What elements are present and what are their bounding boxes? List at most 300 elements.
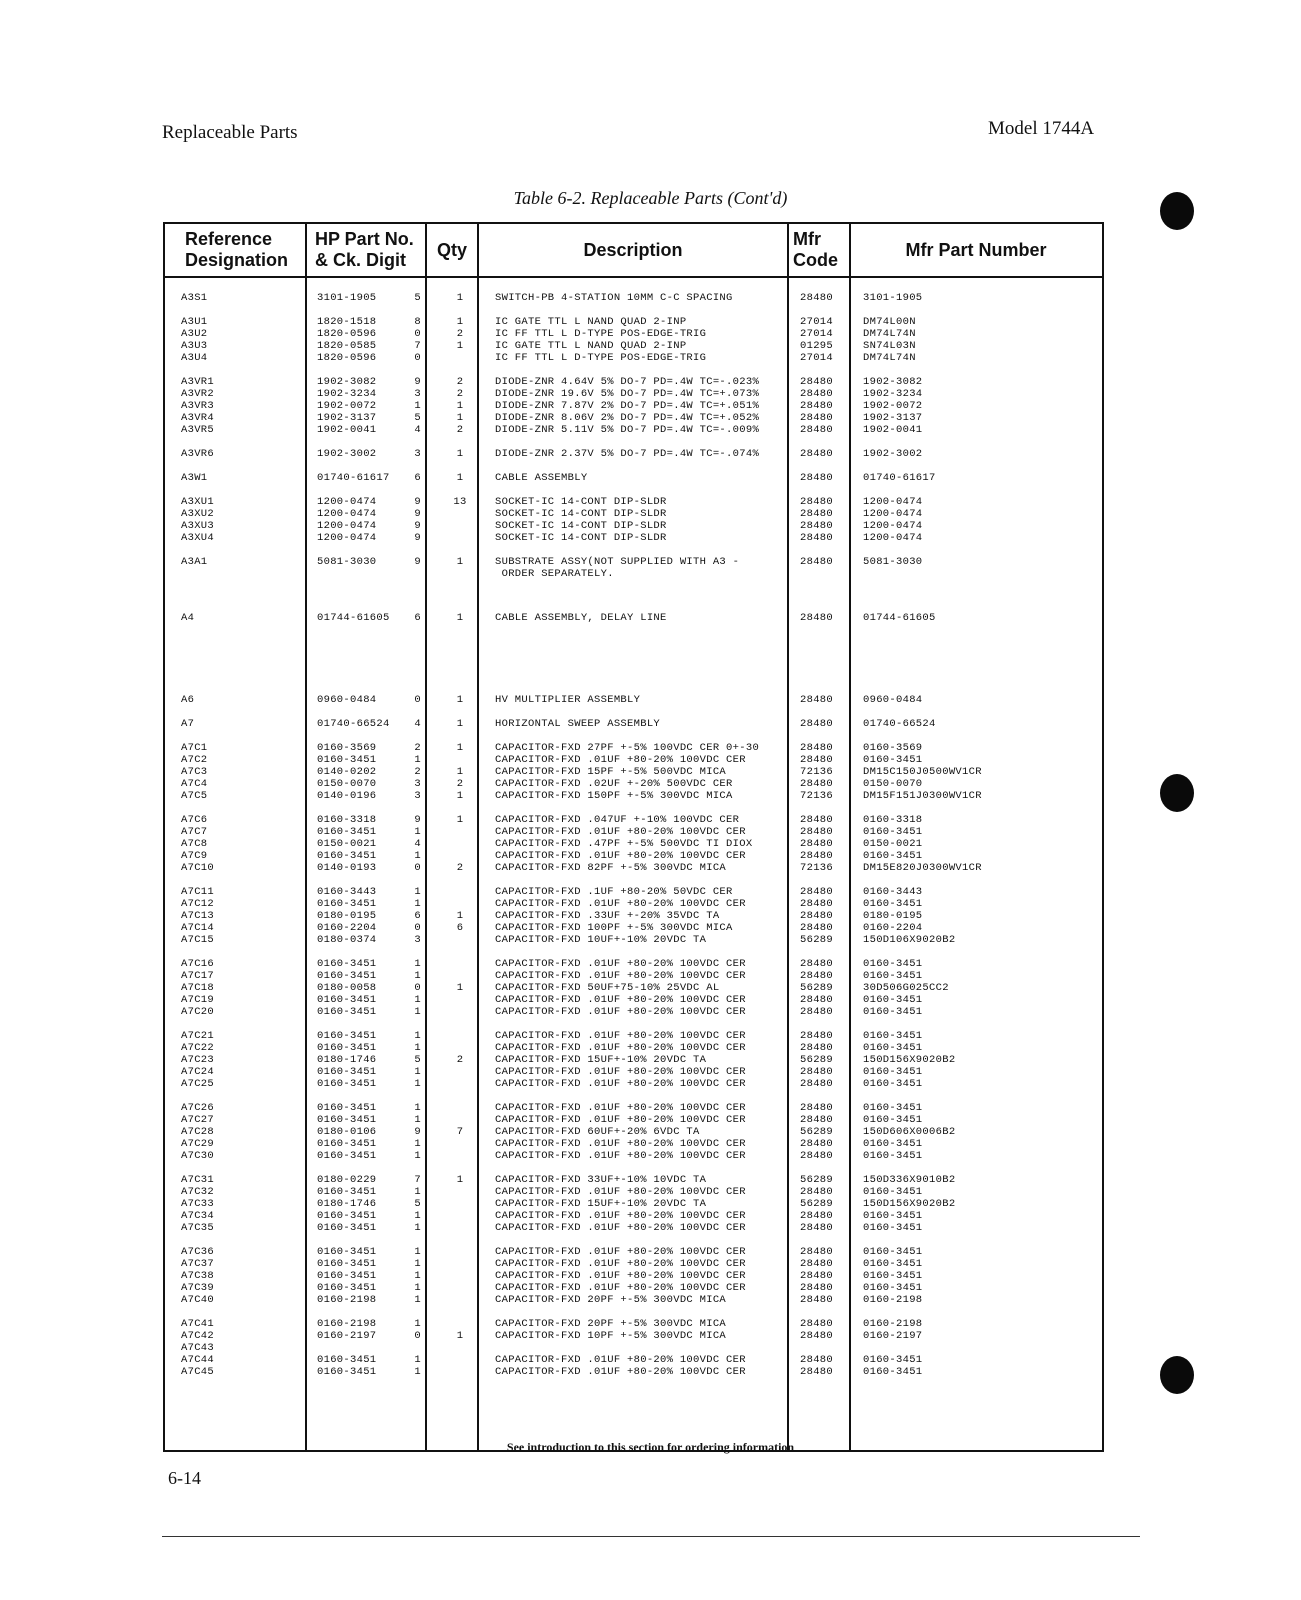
cell-qty: 1 <box>456 292 464 304</box>
cell-code: 72136 <box>800 766 834 778</box>
cell-ref: A6 <box>181 694 195 706</box>
cell-part: 0160-3451 <box>317 1078 377 1090</box>
cell-part: 0180-0229 <box>317 1174 377 1186</box>
model-title: Model 1744A <box>988 118 1095 139</box>
cell-code: 28480 <box>800 1102 834 1114</box>
cell-code: 28480 <box>800 388 834 400</box>
table-row <box>165 328 1102 340</box>
cell-part: 01744-61605 <box>317 612 390 624</box>
cell-mpn: 0160-3451 <box>863 1282 923 1294</box>
cell-qty: 2 <box>456 862 464 874</box>
cell-code: 28480 <box>800 556 834 568</box>
cell-code: 28480 <box>800 412 834 424</box>
cell-desc: CAPACITOR-FXD 100PF +-5% 300VDC MICA <box>495 922 733 934</box>
cell-part: 1902-3234 <box>317 388 377 400</box>
cell-ref: A7C30 <box>181 1150 215 1162</box>
cell-mpn: 0160-2198 <box>863 1294 923 1306</box>
cell-part: 0140-0196 <box>317 790 377 802</box>
cell-mpn: 0160-3451 <box>863 826 923 838</box>
cell-part: 1820-0596 <box>317 352 377 364</box>
cell-desc: IC FF TTL L D-TYPE POS-EDGE-TRIG <box>495 328 707 340</box>
table-row <box>165 1138 1102 1150</box>
cell-desc: CAPACITOR-FXD 82PF +-5% 300VDC MICA <box>495 862 727 874</box>
table-row <box>165 742 1102 754</box>
cell-ck: 1 <box>414 1006 421 1018</box>
cell-desc: DIODE-ZNR 4.64V 5% DO-7 PD=.4W TC=-.023% <box>495 376 760 388</box>
cell-ck: 1 <box>414 754 421 766</box>
table-row <box>165 898 1102 910</box>
cell-ref: A3A1 <box>181 556 208 568</box>
cell-qty: 1 <box>456 412 464 424</box>
cell-ref: A7C29 <box>181 1138 215 1150</box>
table-row <box>165 1126 1102 1138</box>
cell-mpn: 0160-3451 <box>863 970 923 982</box>
table-row <box>165 1174 1102 1186</box>
cell-desc: CAPACITOR-FXD .01UF +80-20% 100VDC CER <box>495 1042 746 1054</box>
cell-desc: CAPACITOR-FXD .01UF +80-20% 100VDC CER <box>495 1246 746 1258</box>
cell-ck: 1 <box>414 1042 421 1054</box>
cell-mpn: 0160-3451 <box>863 1114 923 1126</box>
cell-part: 0160-3318 <box>317 814 377 826</box>
cell-ref: A7C36 <box>181 1246 215 1258</box>
table-row <box>165 1246 1102 1258</box>
cell-mpn: 0160-3451 <box>863 1246 923 1258</box>
cell-ref: A7C11 <box>181 886 215 898</box>
cell-desc: DIODE-ZNR 2.37V 5% DO-7 PD=.4W TC=-.074% <box>495 448 760 460</box>
cell-desc: CAPACITOR-FXD .01UF +80-20% 100VDC CER <box>495 1114 746 1126</box>
cell-qty: 1 <box>456 1174 464 1186</box>
cell-ck: 1 <box>414 1258 421 1270</box>
cell-mpn: 0160-3451 <box>863 1270 923 1282</box>
cell-mpn: 01740-66524 <box>863 718 936 730</box>
cell-code: 28480 <box>800 1150 834 1162</box>
cell-part: 0160-3451 <box>317 1066 377 1078</box>
cell-desc: CAPACITOR-FXD 20PF +-5% 300VDC MICA <box>495 1294 727 1306</box>
table-row <box>165 958 1102 970</box>
table-row <box>165 766 1102 778</box>
row-group <box>165 376 1102 436</box>
table-row <box>165 934 1102 946</box>
cell-code: 56289 <box>800 934 834 946</box>
cell-code: 56289 <box>800 1126 834 1138</box>
cell-ck: 5 <box>414 292 421 304</box>
cell-part: 1902-0041 <box>317 424 377 436</box>
table-row <box>165 910 1102 922</box>
table-row <box>165 886 1102 898</box>
cell-code: 28480 <box>800 814 834 826</box>
row-group <box>165 886 1102 946</box>
cell-ref: A7C20 <box>181 1006 215 1018</box>
cell-ck: 1 <box>414 1294 421 1306</box>
cell-desc: CAPACITOR-FXD .47PF +-5% 500VDC TI DIOX <box>495 838 753 850</box>
cell-code: 28480 <box>800 694 834 706</box>
section-title: Replaceable Parts <box>162 122 298 143</box>
table-row <box>165 922 1102 934</box>
col-header-qty: Qty <box>436 239 467 260</box>
cell-ck: 1 <box>414 994 421 1006</box>
cell-mpn: DM74L00N <box>863 316 916 328</box>
cell-code: 27014 <box>800 328 834 340</box>
cell-qty: 1 <box>456 448 464 460</box>
table-row <box>165 850 1102 862</box>
cell-desc: CAPACITOR-FXD .01UF +80-20% 100VDC CER <box>495 826 746 838</box>
cell-mpn: 1902-0072 <box>863 400 923 412</box>
cell-ck: 1 <box>414 898 421 910</box>
cell-mpn: 0160-2197 <box>863 1330 923 1342</box>
cell-code: 28480 <box>800 472 834 484</box>
cell-ref: A7C8 <box>181 838 208 850</box>
cell-mpn: DM15C150J0500WV1CR <box>863 766 982 778</box>
cell-mpn: 1902-3234 <box>863 388 923 400</box>
cell-ck: 0 <box>414 352 421 364</box>
cell-code: 28480 <box>800 1030 834 1042</box>
cell-code: 56289 <box>800 982 834 994</box>
cell-mpn: 0160-3451 <box>863 1210 923 1222</box>
cell-mpn: 150D336X9010B2 <box>863 1174 956 1186</box>
cell-ref: A3U4 <box>181 352 208 364</box>
cell-ck: 0 <box>414 1330 421 1342</box>
cell-desc: CAPACITOR-FXD 10UF+-10% 20VDC TA <box>495 934 707 946</box>
cell-mpn: 0160-3318 <box>863 814 923 826</box>
cell-mpn: SN74L03N <box>863 340 916 352</box>
cell-mpn: 1902-3002 <box>863 448 923 460</box>
cell-part: 0160-3451 <box>317 1006 377 1018</box>
cell-ck: 3 <box>414 790 421 802</box>
cell-ck: 1 <box>414 958 421 970</box>
cell-ref: A7C13 <box>181 910 215 922</box>
bottom-rule <box>162 1536 1140 1537</box>
cell-code: 28480 <box>800 1078 834 1090</box>
row-group <box>165 814 1102 874</box>
cell-ref: A3W1 <box>181 472 208 484</box>
cell-ref: A7C9 <box>181 850 208 862</box>
cell-mpn: 0160-3451 <box>863 898 923 910</box>
cell-desc: CAPACITOR-FXD 15UF+-10% 20VDC TA <box>495 1054 707 1066</box>
cell-code: 28480 <box>800 1066 834 1078</box>
cell-ck: 6 <box>414 910 421 922</box>
cell-mpn: 0160-3451 <box>863 1258 923 1270</box>
cell-ref: A3VR6 <box>181 448 215 460</box>
cell-mpn: 0160-3451 <box>863 1354 923 1366</box>
cell-ck: 5 <box>414 412 421 424</box>
cell-code: 27014 <box>800 352 834 364</box>
cell-desc: DIODE-ZNR 8.06V 2% DO-7 PD=.4W TC=+.052% <box>495 412 760 424</box>
cell-desc: CAPACITOR-FXD 60UF+-20% 6VDC TA <box>495 1126 700 1138</box>
cell-ck: 1 <box>414 970 421 982</box>
cell-code: 28480 <box>800 958 834 970</box>
cell-part: 0160-3569 <box>317 742 377 754</box>
cell-ck: 1 <box>414 1138 421 1150</box>
cell-mpn: 0160-3451 <box>863 850 923 862</box>
cell-ck: 1 <box>414 1366 421 1378</box>
cell-code: 01295 <box>800 340 834 352</box>
cell-mpn: 150D606X0006B2 <box>863 1126 956 1138</box>
cell-ck: 1 <box>414 1066 421 1078</box>
cell-desc: CAPACITOR-FXD .01UF +80-20% 100VDC CER <box>495 1270 746 1282</box>
cell-part: 0160-3451 <box>317 1114 377 1126</box>
cell-mpn: 0150-0070 <box>863 778 923 790</box>
cell-mpn: 150D156X9020B2 <box>863 1198 956 1210</box>
row-group <box>165 556 1102 580</box>
cell-ck: 8 <box>414 316 421 328</box>
cell-code: 28480 <box>800 532 834 544</box>
table-row <box>165 352 1102 364</box>
cell-part: 1200-0474 <box>317 496 377 508</box>
table-row <box>165 424 1102 436</box>
cell-qty: 13 <box>453 496 467 508</box>
cell-ref: A3U2 <box>181 328 208 340</box>
cell-code: 28480 <box>800 508 834 520</box>
cell-ref: A3VR5 <box>181 424 215 436</box>
cell-qty: 1 <box>456 790 464 802</box>
table-row <box>165 718 1102 730</box>
cell-mpn: 0160-3451 <box>863 1030 923 1042</box>
cell-qty: 1 <box>456 742 464 754</box>
cell-ck: 1 <box>414 1282 421 1294</box>
cell-code: 28480 <box>800 1222 834 1234</box>
row-group <box>165 742 1102 802</box>
cell-code: 72136 <box>800 862 834 874</box>
cell-desc: CAPACITOR-FXD .01UF +80-20% 100VDC CER <box>495 958 746 970</box>
table-body <box>165 292 1102 1378</box>
table-row <box>165 778 1102 790</box>
table-row <box>165 1282 1102 1294</box>
cell-code: 28480 <box>800 742 834 754</box>
cell-ref: A7C2 <box>181 754 208 766</box>
cell-qty: 1 <box>456 766 464 778</box>
cell-mpn: 0160-3451 <box>863 958 923 970</box>
cell-desc: IC GATE TTL L NAND QUAD 2-INP <box>495 340 687 352</box>
cell-ref: A7C4 <box>181 778 208 790</box>
cell-part: 0160-2197 <box>317 1330 377 1342</box>
cell-ck: 9 <box>414 496 421 508</box>
cell-ref: A7C6 <box>181 814 208 826</box>
cell-code: 28480 <box>800 400 834 412</box>
cell-mpn: 0160-3451 <box>863 1066 923 1078</box>
cell-part: 0180-0058 <box>317 982 377 994</box>
cell-part: 0180-0195 <box>317 910 377 922</box>
cell-part: 0160-3451 <box>317 1222 377 1234</box>
cell-mpn: 1200-0474 <box>863 496 923 508</box>
cell-ref: A7C24 <box>181 1066 215 1078</box>
cell-qty: 7 <box>456 1126 464 1138</box>
cell-code: 27014 <box>800 316 834 328</box>
cell-ref: A7C3 <box>181 766 208 778</box>
cell-code: 28480 <box>800 886 834 898</box>
cell-ref: A7C35 <box>181 1222 215 1234</box>
col-header-mpn: Mfr Part Number <box>905 239 1047 260</box>
cell-ck: 3 <box>414 778 421 790</box>
cell-code: 28480 <box>800 826 834 838</box>
cell-qty: 1 <box>456 910 464 922</box>
cell-ref: A7C37 <box>181 1258 215 1270</box>
cell-qty: 1 <box>456 982 464 994</box>
cell-ck: 1 <box>414 1270 421 1282</box>
cell-ref: A3XU4 <box>181 532 215 544</box>
cell-ck: 1 <box>414 1318 421 1330</box>
cell-qty: 1 <box>456 556 464 568</box>
row-group <box>165 1246 1102 1306</box>
table-row <box>165 826 1102 838</box>
cell-part: 1200-0474 <box>317 532 377 544</box>
cell-code: 28480 <box>800 922 834 934</box>
cell-ck: 0 <box>414 328 421 340</box>
cell-ck: 3 <box>414 934 421 946</box>
cell-code: 72136 <box>800 790 834 802</box>
ordering-note: See introduction to this section for ordering information <box>506 1440 795 1454</box>
cell-ck: 1 <box>414 1186 421 1198</box>
table-row <box>165 790 1102 802</box>
table-row <box>165 1006 1102 1018</box>
cell-qty: 1 <box>456 1330 464 1342</box>
cell-ck: 9 <box>414 508 421 520</box>
punch-hole-icon <box>1160 774 1194 812</box>
cell-mpn: 1200-0474 <box>863 532 923 544</box>
cell-ck: 2 <box>414 742 421 754</box>
cell-ck: 9 <box>414 376 421 388</box>
table-row <box>165 838 1102 850</box>
cell-desc: DIODE-ZNR 5.11V 5% DO-7 PD=.4W TC=-.009% <box>495 424 760 436</box>
cell-desc: CAPACITOR-FXD 15PF +-5% 500VDC MICA <box>495 766 727 778</box>
row-group <box>165 292 1102 304</box>
cell-mpn: 0960-0484 <box>863 694 923 706</box>
cell-mpn: 0160-3443 <box>863 886 923 898</box>
cell-part: 1200-0474 <box>317 508 377 520</box>
cell-desc: DIODE-ZNR 7.87V 2% DO-7 PD=.4W TC=+.051% <box>495 400 760 412</box>
cell-ck: 9 <box>414 1126 421 1138</box>
cell-qty: 1 <box>456 340 464 352</box>
cell-desc: IC FF TTL L D-TYPE POS-EDGE-TRIG <box>495 352 707 364</box>
cell-code: 28480 <box>800 778 834 790</box>
parts-table <box>163 222 1104 1452</box>
cell-code: 28480 <box>800 1282 834 1294</box>
cell-ref: A3VR2 <box>181 388 215 400</box>
cell-code: 28480 <box>800 292 834 304</box>
table-row <box>165 532 1102 544</box>
cell-qty: 1 <box>456 400 464 412</box>
cell-ref: A7C42 <box>181 1330 215 1342</box>
cell-qty: 2 <box>456 328 464 340</box>
cell-ref: A3S1 <box>181 292 208 304</box>
cell-code: 28480 <box>800 1258 834 1270</box>
cell-desc: CAPACITOR-FXD .01UF +80-20% 100VDC CER <box>495 1222 746 1234</box>
cell-desc: SOCKET-IC 14-CONT DIP-SLDR <box>495 508 667 520</box>
cell-ref: A7C17 <box>181 970 215 982</box>
cell-desc: SOCKET-IC 14-CONT DIP-SLDR <box>495 520 667 532</box>
cell-ref: A7C5 <box>181 790 208 802</box>
cell-part: 0160-2198 <box>317 1294 377 1306</box>
cell-ref: A7C39 <box>181 1282 215 1294</box>
cell-mpn: 01740-61617 <box>863 472 936 484</box>
row-group <box>165 316 1102 364</box>
cell-ck: 3 <box>414 448 421 460</box>
cell-mpn: 0160-3569 <box>863 742 923 754</box>
cell-desc: SOCKET-IC 14-CONT DIP-SLDR <box>495 496 667 508</box>
cell-code: 56289 <box>800 1198 834 1210</box>
cell-mpn: 0160-3451 <box>863 1150 923 1162</box>
table-row <box>165 1210 1102 1222</box>
table-row <box>165 292 1102 304</box>
cell-desc: CAPACITOR-FXD .01UF +80-20% 100VDC CER <box>495 1150 746 1162</box>
cell-code: 28480 <box>800 424 834 436</box>
table-row <box>165 520 1102 532</box>
cell-ref: A7C14 <box>181 922 215 934</box>
cell-ck: 9 <box>414 814 421 826</box>
table-row <box>165 1066 1102 1078</box>
cell-desc: CABLE ASSEMBLY, DELAY LINE <box>495 612 667 624</box>
cell-ck: 6 <box>414 472 421 484</box>
cell-mpn: 5081-3030 <box>863 556 923 568</box>
table-row <box>165 862 1102 874</box>
table-row <box>165 1318 1102 1330</box>
cell-ref: A7C45 <box>181 1366 215 1378</box>
cell-ref: A7C21 <box>181 1030 215 1042</box>
cell-code: 28480 <box>800 754 834 766</box>
cell-part: 0160-3451 <box>317 1102 377 1114</box>
cell-part: 3101-1905 <box>317 292 377 304</box>
row-group <box>165 1102 1102 1162</box>
cell-code: 28480 <box>800 612 834 624</box>
cell-qty: 2 <box>456 388 464 400</box>
cell-desc: CAPACITOR-FXD .01UF +80-20% 100VDC CER <box>495 1258 746 1270</box>
table-row <box>165 1054 1102 1066</box>
table-row <box>165 1354 1102 1366</box>
cell-ck: 4 <box>414 838 421 850</box>
cell-desc: CAPACITOR-FXD .01UF +80-20% 100VDC CER <box>495 1354 746 1366</box>
cell-ck: 1 <box>414 400 421 412</box>
cell-mpn: 1200-0474 <box>863 508 923 520</box>
cell-part: 0160-3451 <box>317 1042 377 1054</box>
table-row <box>165 1102 1102 1114</box>
punch-hole-icon <box>1160 1356 1194 1394</box>
cell-part: 0160-3451 <box>317 1150 377 1162</box>
cell-mpn: 0160-3451 <box>863 1078 923 1090</box>
cell-qty: 1 <box>456 612 464 624</box>
cell-code: 28480 <box>800 1330 834 1342</box>
cell-ref: A4 <box>181 612 195 624</box>
cell-desc: CAPACITOR-FXD .01UF +80-20% 100VDC CER <box>495 1006 746 1018</box>
cell-code: 28480 <box>800 898 834 910</box>
cell-mpn: 1902-3137 <box>863 412 923 424</box>
cell-ref: A7C31 <box>181 1174 215 1186</box>
cell-ref: A3VR3 <box>181 400 215 412</box>
cell-part: 0160-3451 <box>317 994 377 1006</box>
punch-hole-icon <box>1160 192 1194 230</box>
cell-ck: 2 <box>414 766 421 778</box>
col-header-desc: Description <box>583 239 683 260</box>
table-row <box>165 694 1102 706</box>
cell-desc: CAPACITOR-FXD .047UF +-10% 100VDC CER <box>495 814 740 826</box>
table-row <box>165 508 1102 520</box>
cell-ref: A7C41 <box>181 1318 215 1330</box>
cell-part: 0160-3451 <box>317 826 377 838</box>
cell-part: 0140-0202 <box>317 766 377 778</box>
cell-ck: 9 <box>414 532 421 544</box>
cell-ref: A7C27 <box>181 1114 215 1126</box>
row-group <box>165 612 1102 624</box>
cell-mpn: 0160-3451 <box>863 1186 923 1198</box>
cell-ref: A7C1 <box>181 742 208 754</box>
table-row <box>165 1198 1102 1210</box>
cell-ck: 9 <box>414 556 421 568</box>
cell-ck: 1 <box>414 850 421 862</box>
cell-mpn: 150D106X9020B2 <box>863 934 956 946</box>
cell-ck: 7 <box>414 340 421 352</box>
table-row <box>165 1342 1102 1354</box>
cell-ref: A7C19 <box>181 994 215 1006</box>
cell-ck: 6 <box>414 612 421 624</box>
cell-ref: A7C15 <box>181 934 215 946</box>
